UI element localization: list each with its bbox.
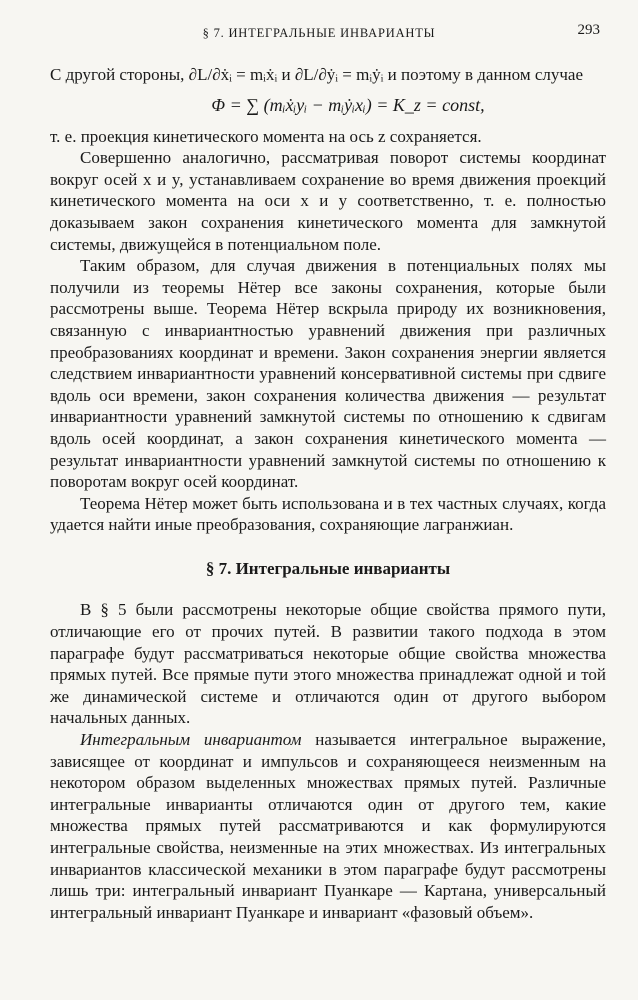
paragraph-intro: С другой стороны, ∂L/∂ẋᵢ = mᵢẋᵢ и ∂L/∂ẏᵢ = mᵢẏᵢ и поэтому в данном случае bbox=[50, 65, 584, 84]
paragraph-analogous: Совершенно аналогично, рассматривая поворот системы координат вокруг осей x и y, устанавливаем сохранение во время движения проекций кинетического момента на оси x и y соответственно, т. е. полностью доказываем закон сохранения кинетического момента для замкнутой системы, движущейся в потенциальном поле. bbox=[50, 148, 606, 254]
section-heading: § 7. Интегральные инварианты bbox=[205, 558, 451, 578]
paragraph-definition bbox=[50, 729, 606, 923]
paragraph-noether-usage: Теорема Нётер может быть использована и в тех частных случаях, когда удается найти иные преобразования, сохраняющие лагранжиан. bbox=[50, 493, 606, 535]
defined-term: Интегральным инвариантом bbox=[80, 730, 302, 750]
formula-angular-momentum: Φ = ∑ (mᵢẋᵢyᵢ − mᵢẏᵢxᵢ) = K_z = const, bbox=[211, 94, 485, 115]
page-body bbox=[50, 64, 606, 923]
running-head: § 7. ИНТЕГРАЛЬНЫЕ ИНВАРИАНТЫ bbox=[202, 26, 436, 40]
page-number: 293 bbox=[577, 22, 600, 38]
paragraph-noether: Таким образом, для случая движения в потенциальных полях мы получили из теоремы Нётер все законы сохранения, которые были рассмотрены выше. Теорема Нётер вскрыла природу их возникновения, связанную с инвариантностью уравнений движения при различных преобразованиях координат и времени. Закон сохранения энергии является следствием инвариантности уравнений консервативной системы при сдвиге вдоль оси времени, закон сохранения количества движения — результат инвариантности уравнений замкнутой системы по отношению к сдвигам вдоль осей координат, а закон сохранения кинетического момента — результат инвариантности уравнений замкнутой системы по отношению к поворотам вокруг осей координат. bbox=[50, 256, 606, 492]
definition-text: называется интегральное выражение, зависящее от координат и импульсов и сохраняющееся неизменным на некотором образом выделенных множествах прямых путей. Различные интегральные инварианты отличаются один от другого тем, какие множества прямых путей рассматриваются и как формулируются интегральные свойства, неизменные на этих множествах. Из интегральных инвариантов классической механики в этом параграфе будут рассмотрены лишь три: интегральный инвариант Пуанкаре — Картана, универсальный интегральный инвариант Пуанкаре и инвариант «фазовый объем». bbox=[50, 730, 606, 922]
paragraph-section-intro: В § 5 были рассмотрены некоторые общие свойства прямого пути, отличающие его от прочих путей. В развитии такого подхода в этом параграфе будут рассматриваться некоторые общие свойства множества прямых путей. Все прямые пути этого множества принадлежат одной и той же динамической системе и отличаются один от другого выбором начальных данных. bbox=[50, 600, 606, 728]
paragraph-conclusion: т. е. проекция кинетического момента на ось z сохраняется. bbox=[50, 126, 482, 146]
